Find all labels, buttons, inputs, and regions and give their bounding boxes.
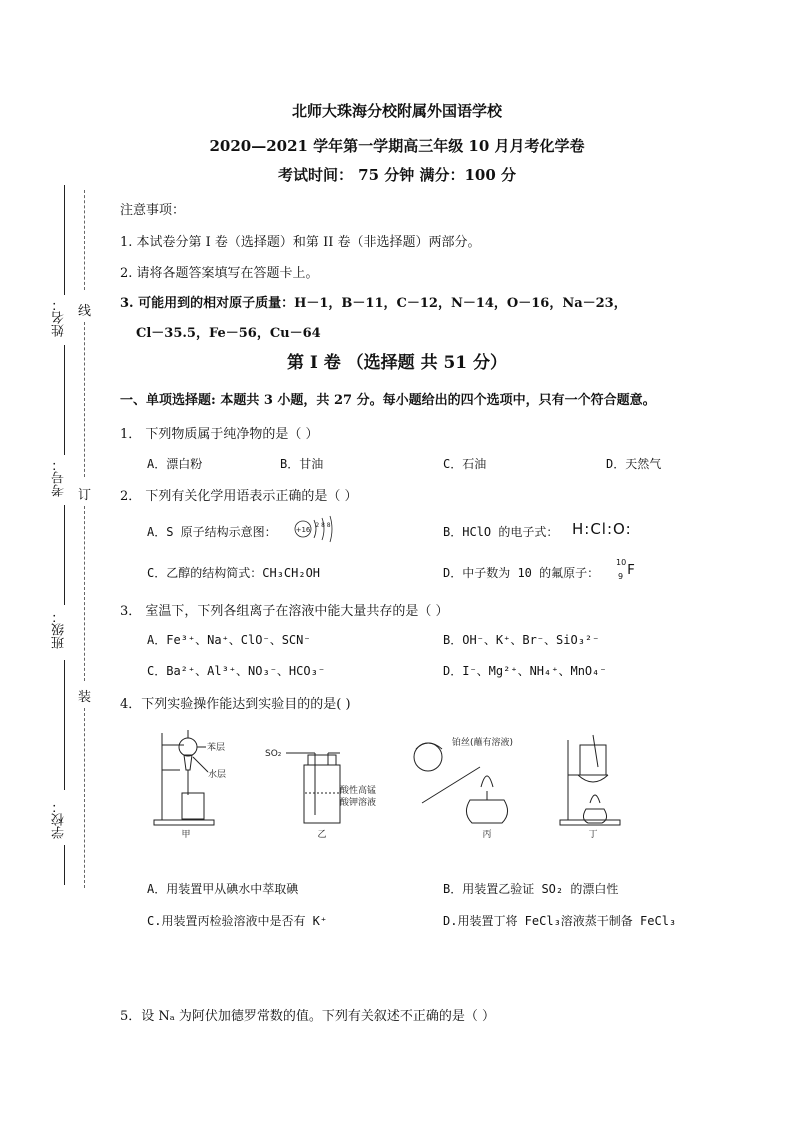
sulfur-shell-labels: 2 8 8 [315,522,331,529]
q4-stem: 4．下列实验操作能达到实验目的的是( ) [120,697,351,712]
kmno4-label-2: 酸钾溶液 [340,798,377,808]
jia-caption: 甲 [181,830,191,840]
notes-heading: 注意事项： [120,203,186,218]
part1-instructions: 一、单项选择题: 本题共 3 小题，共 27 分。每小题给出的四个选项中，只有一个符合题意。 [120,393,656,408]
binding-line-3 [64,505,65,605]
notes-item-1: 1. 本试卷分第 I 卷（选择题）和第 II 卷（非选择题）两部分。 [120,235,481,250]
fluorine-symbol: F [627,563,635,578]
q2-option-d: D．中子数为 10 的氟原子： [443,566,600,580]
q2-option-a: A．S 原子结构示意图： [147,525,277,539]
q3-stem: 3． 室温下，下列各组离子在溶液中能大量共存的是（ ） [120,604,449,619]
seal-dash-2 [84,322,85,477]
fluorine-atomic-number: 9 [618,572,624,581]
q3-option-a: A．Fe³⁺、Na⁺、ClO⁻、SCN⁻ [147,633,311,647]
bing-caption: 丙 [482,830,492,840]
school-title: 北师大珠海分校附属外国语学校 [291,102,502,120]
exam-time-line: 考试时间： 75 分钟 满分：100 分 [277,166,517,184]
binding-line-5 [64,845,65,885]
q5-stem: 5．设 Nₐ 为阿伏加德罗常数的值。下列有关叙述不正确的是（ ） [120,1009,496,1024]
ding-caption: 丁 [588,830,598,840]
apparatus-bing [414,743,508,823]
q4-option-c: C.用装置丙检验溶液中是否有 K⁺ [147,914,328,928]
q2-option-b: B．HClO 的电子式： [443,525,559,539]
binding-line-1 [64,185,65,295]
q4-option-b: B．用装置乙验证 SO₂ 的漂白性 [443,882,619,896]
q1-option-d: D．天然气 [606,457,662,471]
section-title: 第 I 卷 （选择题 共 51 分） [286,353,508,373]
kmno4-label-1: 酸性高锰 [340,786,377,796]
q1-option-b: B．甘油 [280,457,324,471]
sulfur-atom-diagram [292,514,342,544]
q1-option-a: A．漂白粉 [147,457,203,471]
notes-item-3: 3. 可能用到的相对原子质量：H－1，B－11，C－12，N－14，O－16，Na－23， [120,296,627,311]
seal-dash-1 [84,190,85,290]
so2-label: SO₂ [265,749,282,759]
apparatus-ding [560,735,620,825]
apparatus-jia [154,730,214,825]
q2-stem: 2． 下列有关化学用语表示正确的是（ ） [120,489,358,504]
exam-title: 2020—2021 学年第一学期高三年级 10 月月考化学卷 [209,137,585,155]
q3-option-b: B．OH⁻、K⁺、Br⁻、SiO₃²⁻ [443,633,600,647]
hclo-electron-formula: H:Cl:O: [572,520,632,538]
wire-label: 铂丝(蘸有溶液) [452,738,514,748]
class-label: 班级： [52,610,67,649]
seal-dash-4 [84,708,85,888]
apparatus-yi [286,753,340,823]
seal-mark-bind: 装 [78,690,92,705]
seal-dash-3 [84,506,85,681]
q3-option-c: C．Ba²⁺、Al³⁺、NO₃⁻、HCO₃⁻ [147,664,326,678]
q3-option-d: D．I⁻、Mg²⁺、NH₄⁺、MnO₄⁻ [443,664,607,678]
binding-line-4 [64,660,65,790]
q4-option-d: D.用装置丁将 FeCl₃溶液蒸干制备 FeCl₃ [443,914,677,928]
q1-stem: 1． 下列物质属于纯净物的是（ ） [120,427,319,442]
school-label: 学校： [52,800,67,839]
exam-no-label: 考号： [52,458,67,497]
name-label: 姓名： [52,298,67,337]
q4-apparatus-figure [150,725,640,845]
notes-item-2: 2. 请将各题答案填写在答题卡上。 [120,266,319,281]
yi-caption: 乙 [317,830,327,840]
shuiceng-label: 水层 [208,770,227,780]
sulfur-nucleus-label: +16 [295,526,311,534]
q2-option-c: C．乙醇的结构简式：CH₃CH₂OH [147,566,321,580]
seal-mark-line: 线 [78,304,92,319]
benceng-label: 苯层 [207,743,226,753]
q4-option-a: A．用装置甲从碘水中萃取碘 [147,882,299,896]
q1-option-c: C．石油 [443,457,487,471]
fluorine-mass-number: 10 [616,558,627,567]
notes-item-3-cont: Cl－35.5，Fe－56，Cu－64 [136,326,321,341]
seal-mark-order: 订 [78,488,92,503]
